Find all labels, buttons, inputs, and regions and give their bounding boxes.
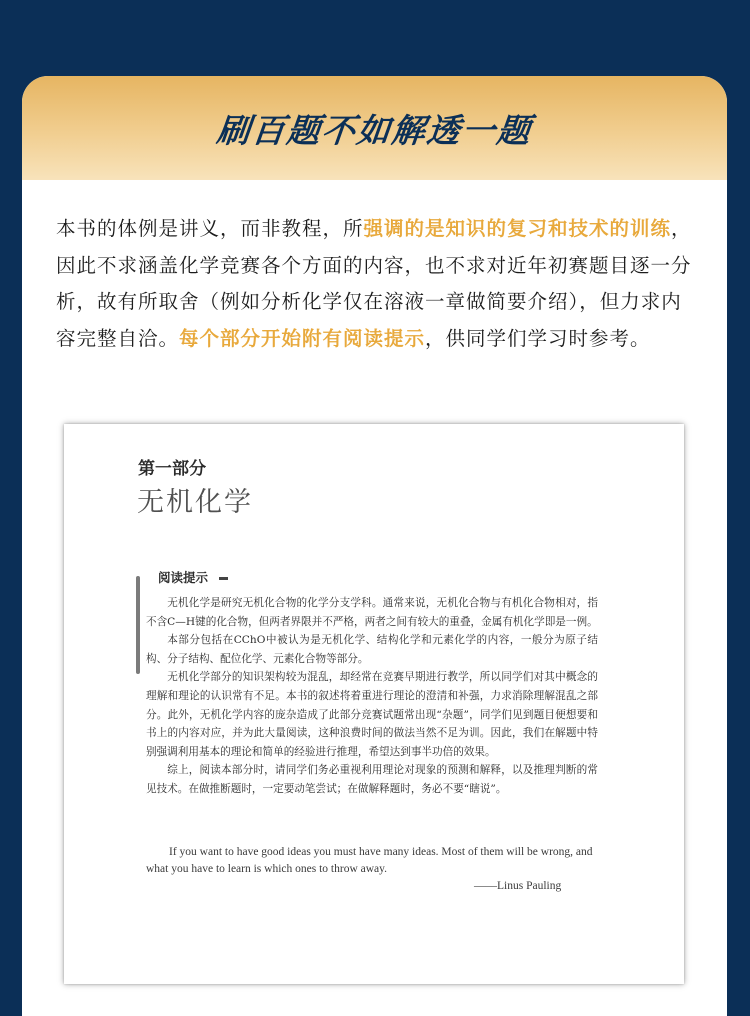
quote-author: ——Linus Pauling <box>474 880 562 892</box>
title-banner <box>22 76 727 180</box>
reading-paragraph: 本部分包括在CChO中被认为是无机化学、结构化学和元素化学的内容，一般分为原子结构、分子结构、配位化学、元素化合物等部分。 <box>146 634 598 665</box>
reading-tips-marker <box>219 577 228 580</box>
intro-text-3: ，供同学们学习时参考。 <box>425 326 651 350</box>
epigraph-quote <box>146 844 598 878</box>
reading-paragraph: 综上，阅读本部分时，请同学们务必重视利用理论对现象的预测和解释，以及推理判断的常见技术。在做推断题时，一定要动笔尝试；在做解释题时，务必不要“瞎说”。 <box>146 764 598 795</box>
reading-bracket-line <box>136 576 140 674</box>
reading-paragraph: 无机化学是研究无机化合物的化学分支学科。通常来说，无机化合物与有机化合物相对，指不含C—H键的化合物，但两者界限并不严格，两者之间有较大的重叠，金属有机化学即是一例。 <box>146 597 598 628</box>
intro-text-2: ，因此不求涵盖化学竞赛各个方面的内容，也不求对近年初赛题目逐一分析，故有所取舍（例如分析化学仅在溶液一章做简要介绍），但力求内容完整自洽。 <box>56 217 692 350</box>
part-title: 无机化学 <box>137 487 253 518</box>
banner-title: 刷百题不如解透一题 <box>214 110 534 150</box>
quote-text: If you want to have good ideas you must have many ideas. Most of them will be wrong, and what you have to learn is which ones to throw away. <box>146 846 593 875</box>
intro-highlight-1: 强调的是知识的复习和技术的训练 <box>363 217 672 240</box>
reading-tips-heading: 阅读提示 <box>158 570 209 585</box>
intro-text-1: 本书的体例是讲义，而非教程，所 <box>56 217 364 240</box>
content-card <box>22 76 727 1016</box>
part-label: 第一部分 <box>138 459 206 479</box>
intro-highlight-2: 每个部分开始附有阅读提示 <box>179 326 426 350</box>
reading-paragraph: 无机化学部分的知识架构较为混乱，却经常在竞赛早期进行教学，所以同学们对其中概念的理解和理论的认识常有不足。本书的叙述将着重进行理论的澄清和补强，力求消除理解混乱之部分。此外，无机化学内容的庞杂造成了此部分竞赛试题常出现“杂题”，同学们见到题目便想要和书上的内容对应，并为此大量阅读，这种浪费时间的做法当然不足为训。因此，我们在解题中特别强调利用基本的理论和简单的经验进行推理，希望达到事半功倍的效果。 <box>146 671 598 758</box>
book-page-image <box>64 424 684 984</box>
intro-paragraph <box>56 211 696 357</box>
reading-tips-body <box>146 594 598 799</box>
